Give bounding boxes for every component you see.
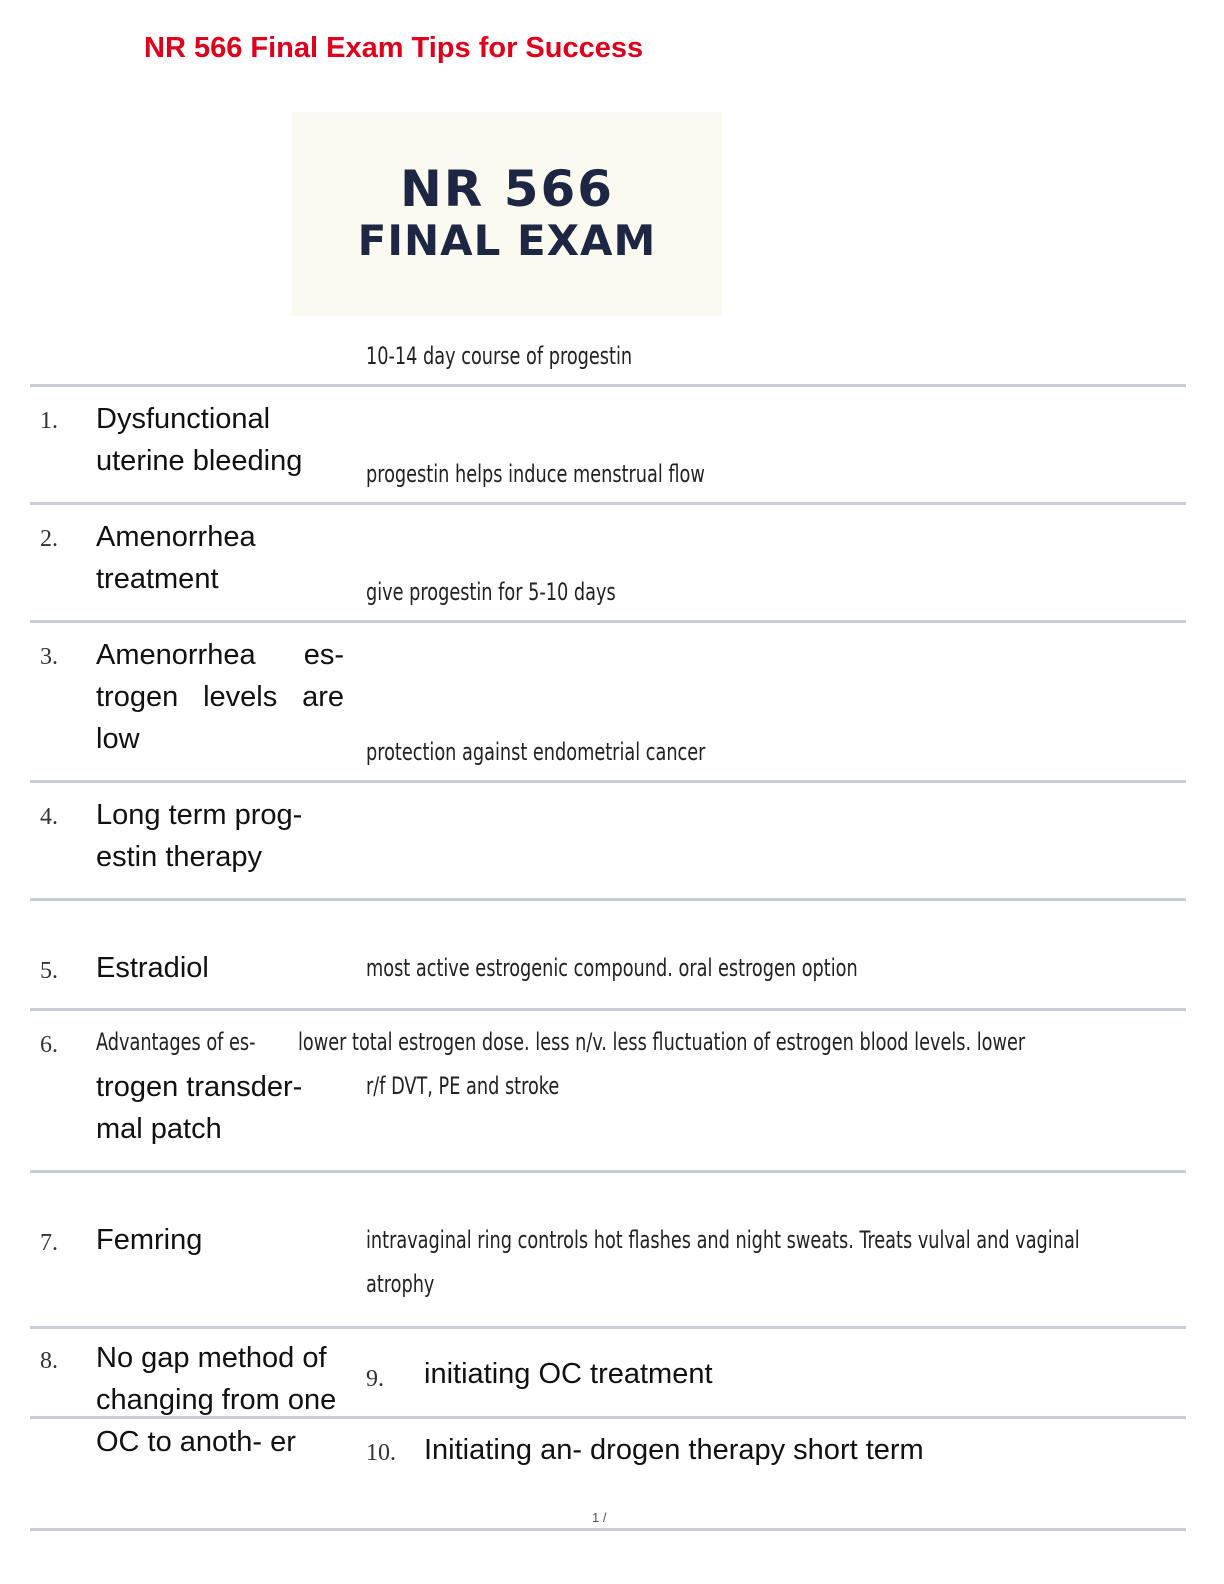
row-divider xyxy=(30,780,1186,783)
item-definition-line-2: atrophy xyxy=(366,1270,435,1298)
item-term: Estradiol xyxy=(96,952,209,984)
row-divider xyxy=(30,1326,1186,1329)
item-term: No gap method of changing from one OC to anoth- er xyxy=(96,1342,337,1458)
item-number: 6. xyxy=(40,1032,58,1058)
item-number: 1. xyxy=(40,408,58,434)
row-divider xyxy=(30,384,1186,387)
item-term: Initiating an- drogen therapy short term xyxy=(424,1434,924,1466)
banner-line-1: NR 566 xyxy=(399,160,615,218)
item-term: initiating OC treatment xyxy=(424,1358,713,1390)
row-divider xyxy=(30,620,1186,623)
row-divider xyxy=(30,1416,1186,1419)
item-number: 9. xyxy=(366,1366,384,1392)
item-number: 2. xyxy=(40,526,58,552)
item-definition-line-2: r/f DVT, PE and stroke xyxy=(366,1072,560,1100)
item-term: Long term prog- estin therapy xyxy=(96,799,303,873)
item-number: 7. xyxy=(40,1230,58,1256)
item-definition: most active estrogenic compound. oral estrogen option xyxy=(366,954,858,982)
item-number: 3. xyxy=(40,644,58,670)
row-divider xyxy=(30,502,1186,505)
item-definition-line-1: lower total estrogen dose. less n/v. less fluctuation of estrogen blood levels. lower xyxy=(298,1028,1026,1056)
row-divider xyxy=(30,1008,1186,1011)
document-title: NR 566 Final Exam Tips for Success xyxy=(144,32,644,64)
item-number: 10. xyxy=(366,1440,396,1466)
item-term: Amenorrhea es- trogen levels are low xyxy=(96,639,344,755)
top-definition: 10-14 day course of progestin xyxy=(366,342,633,370)
row-divider xyxy=(30,1170,1186,1173)
item-number: 5. xyxy=(40,958,58,984)
exam-banner-image xyxy=(292,112,722,316)
item-definition: progestin helps induce menstrual flow xyxy=(366,460,705,488)
item-term-line-1: Advantages of es- xyxy=(96,1028,256,1056)
item-term: Femring xyxy=(96,1224,203,1256)
item-term: Amenorrhea treatment xyxy=(96,521,256,595)
item-number: 8. xyxy=(40,1348,58,1374)
item-definition-line-1: intravaginal ring controls hot flashes and night sweats. Treats vulval and vaginal xyxy=(366,1226,1080,1254)
item-number: 4. xyxy=(40,804,58,830)
item-definition: give progestin for 5-10 days xyxy=(366,578,616,606)
banner-line-2: FINAL EXAM xyxy=(357,216,657,265)
item-term: trogen transder- mal patch xyxy=(96,1071,303,1145)
row-divider xyxy=(30,1528,1186,1531)
item-definition: protection against endometrial cancer xyxy=(366,738,706,766)
page-number: 1 / xyxy=(592,1510,607,1525)
item-term: Dysfunctional uterine bleeding xyxy=(96,403,303,477)
row-divider xyxy=(30,898,1186,901)
